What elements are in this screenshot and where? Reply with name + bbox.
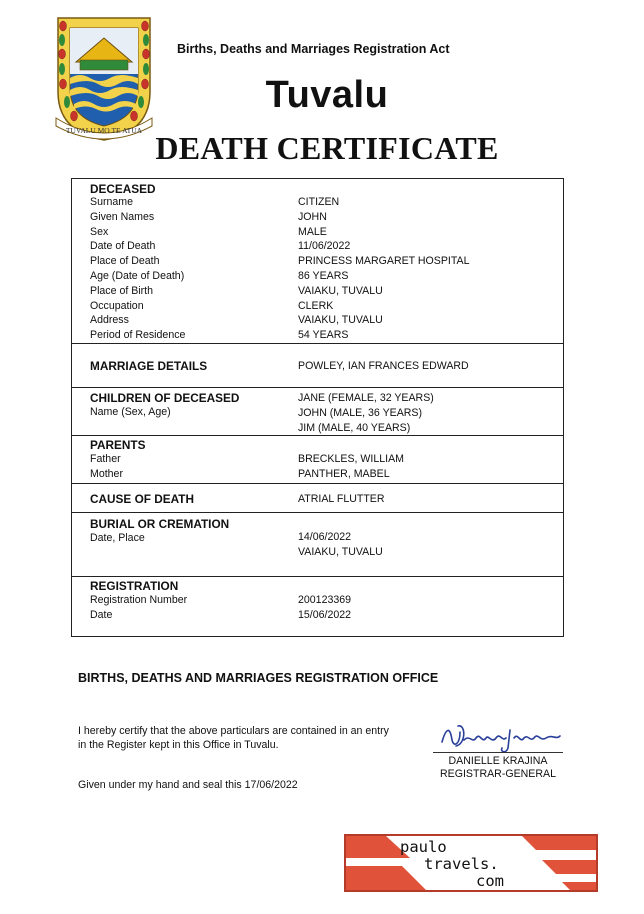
registration-office-heading: BIRTHS, DEATHS AND MARRIAGES REGISTRATION OFFICE <box>78 671 439 685</box>
burial-values: 14/06/2022 VAIAKU, TUVALU <box>298 531 383 558</box>
watermark-line-3: com <box>476 872 504 890</box>
deceased-heading: DECEASED <box>90 182 156 196</box>
watermark-line-2: travels. <box>424 855 499 873</box>
children-heading: CHILDREN OF DECEASED <box>90 391 240 405</box>
registration-labels: Registration Number Date <box>90 594 188 621</box>
registrar-title: REGISTRAR-GENERAL <box>440 768 556 780</box>
registration-heading: REGISTRATION <box>90 579 179 593</box>
parents-values: BRECKLES, WILLIAM PANTHER, MABEL <box>298 453 404 480</box>
cause-heading: CAUSE OF DEATH <box>90 492 194 506</box>
children-label: Name (Sex, Age) <box>90 406 171 418</box>
country-name: Tuvalu <box>265 74 389 116</box>
act-title: Births, Deaths and Marriages Registration Act <box>177 42 450 56</box>
cause-value: ATRIAL FLUTTER <box>298 493 385 505</box>
parents-labels: Father Mother <box>90 453 123 480</box>
deceased-values: CITIZEN JOHN MALE 11/06/2022 PRINCESS MARGARET HOSPITAL 86 YEARS VAIAKU, TUVALU CLERK VAIAKU, TUVALU 54 YEARS <box>298 196 470 342</box>
marriage-heading: MARRIAGE DETAILS <box>90 359 208 373</box>
parents-heading: PARENTS <box>90 438 146 452</box>
paulo-travels-watermark <box>344 834 598 892</box>
children-values: JANE (FEMALE, 32 YEARS) JOHN (MALE, 36 YEARS) JIM (MALE, 40 YEARS) <box>298 392 434 434</box>
deceased-labels: Surname Given Names Sex Date of Death Place of Death Age (Date of Death) Place of Birth Occupation Address Period of Residence <box>90 196 186 342</box>
document-title: DEATH CERTIFICATE <box>155 130 499 166</box>
burial-label: Date, Place <box>90 532 145 544</box>
signature-line <box>433 752 563 753</box>
registrar-signature <box>436 718 566 756</box>
certification-statement: I hereby certify that the above particulars are contained in an entry in the Register kept in this Office in Tuvalu. <box>78 725 389 751</box>
registrar-name: DANIELLE KRAJINA <box>448 755 548 767</box>
given-under-hand: Given under my hand and seal this 17/06/2022 <box>78 779 298 791</box>
burial-heading: BURIAL OR CREMATION <box>90 517 230 531</box>
crest-motto: TUVALU MO TE ATUA <box>65 126 143 135</box>
watermark-line-1: paulo <box>400 838 447 856</box>
registration-values: 200123369 15/06/2022 <box>298 594 352 621</box>
marriage-value: POWLEY, IAN FRANCES EDWARD <box>298 360 469 372</box>
certificate-table <box>71 178 564 637</box>
